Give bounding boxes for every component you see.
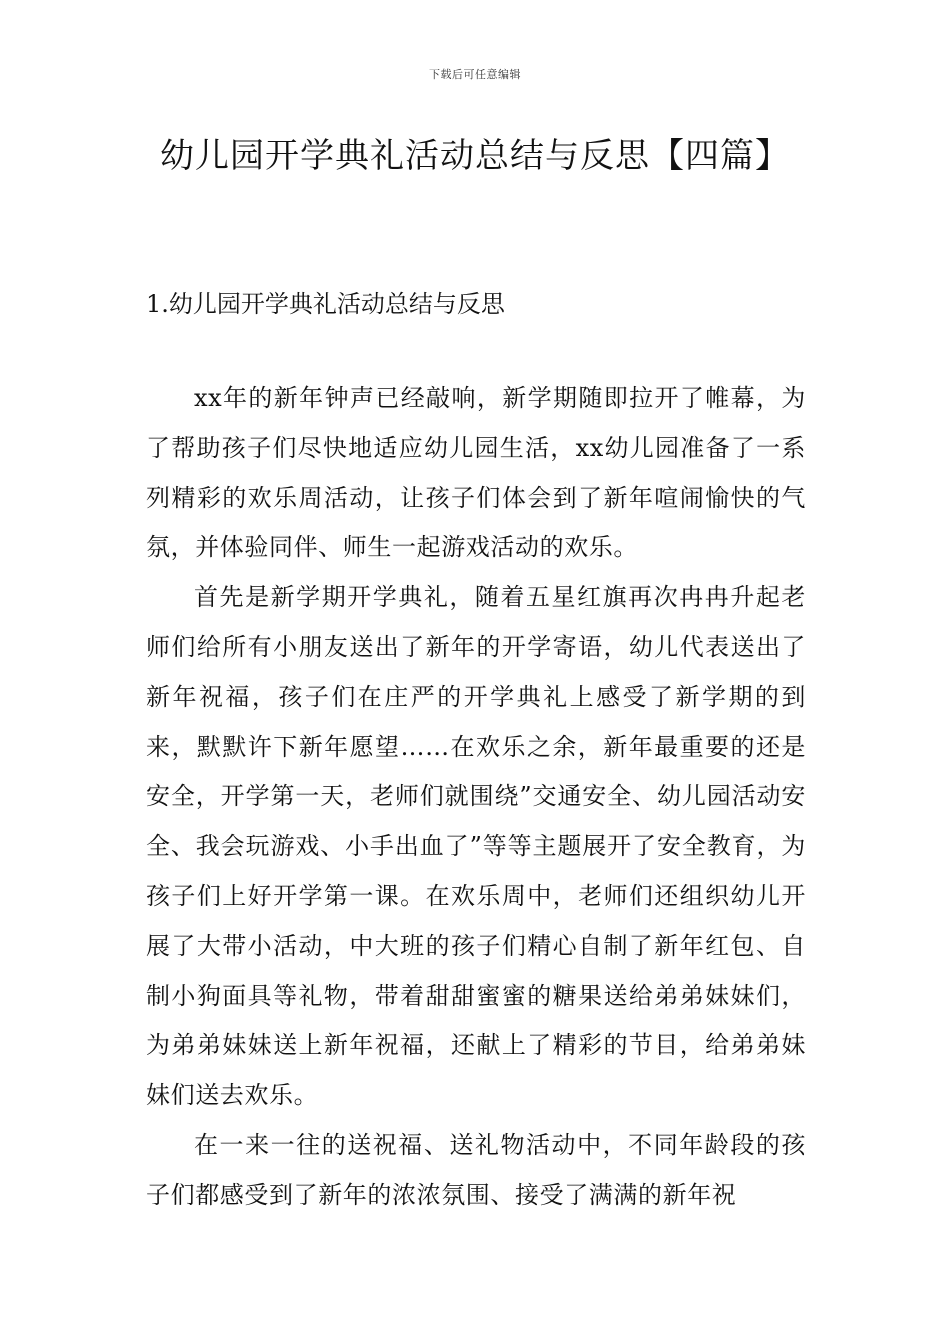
- section-heading: 1.幼儿园开学典礼活动总结与反思: [146, 290, 505, 318]
- body-text: [146, 374, 806, 1221]
- paragraph-3: 在一来一往的送祝福、送礼物活动中，不同年龄段的孩子们都感受到了新年的浓浓氛围、接受了满满的新年祝: [146, 1130, 806, 1209]
- paragraph-1: xx年的新年钟声已经敲响，新学期随即拉开了帷幕，为了帮助孩子们尽快地适应幼儿园生活，xx幼儿园准备了一系列精彩的欢乐周活动，让孩子们体会到了新年喧闹愉快的气氛，并体验同伴、师生一起游戏活动的欢乐。: [146, 384, 806, 562]
- header-note: 下载后可任意编辑: [429, 68, 521, 81]
- paragraph-2: 首先是新学期开学典礼，随着五星红旗再次冉冉升起老师们给所有小朋友送出了新年的开学寄语，幼儿代表送出了新年祝福，孩子们在庄严的开学典礼上感受了新学期的到来，默默许下新年愿望……在欢乐之余，新年最重要的还是安全，开学第一天，老师们就围绕”交通安全、幼儿园活动安全、我会玩游戏、小手出血了”等等主题展开了安全教育，为孩子们上好开学第一课。在欢乐周中，老师们还组织幼儿开展了大带小活动，中大班的孩子们精心自制了新年红包、自制小狗面具等礼物，带着甜甜蜜蜜的糖果送给弟弟妹妹们，为弟弟妹妹送上新年祝福，还献上了精彩的节目，给弟弟妹妹们送去欢乐。: [146, 583, 806, 1110]
- document-title: 幼儿园开学典礼活动总结与反思【四篇】: [160, 136, 790, 176]
